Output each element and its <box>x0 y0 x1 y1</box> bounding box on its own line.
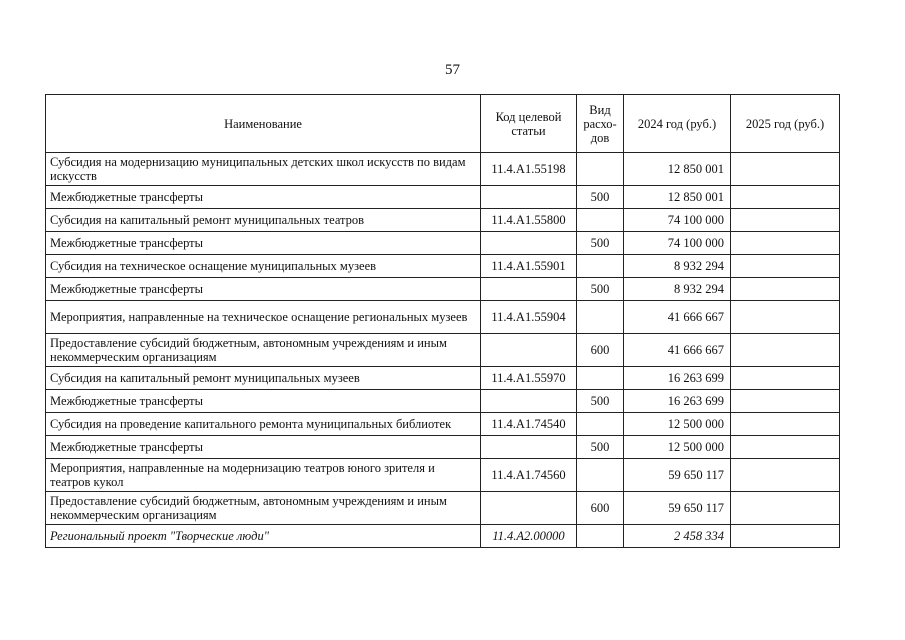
cell-2025 <box>731 334 840 367</box>
cell-name: Межбюджетные трансферты <box>46 186 481 209</box>
cell-code <box>481 232 577 255</box>
cell-code <box>481 186 577 209</box>
budget-table <box>45 94 840 548</box>
cell-name: Субсидия на проведение капитального ремонта муниципальных библиотек <box>46 413 481 436</box>
cell-code: 11.4.А1.55970 <box>481 367 577 390</box>
cell-2025 <box>731 209 840 232</box>
cell-2025 <box>731 436 840 459</box>
cell-code <box>481 436 577 459</box>
cell-type: 500 <box>577 278 624 301</box>
cell-2025 <box>731 186 840 209</box>
cell-type <box>577 209 624 232</box>
table-row <box>46 436 840 459</box>
cell-name: Предоставление субсидий бюджетным, автономным учреждениям и иным некоммерческим организациям <box>46 492 481 525</box>
cell-type <box>577 255 624 278</box>
cell-2025 <box>731 459 840 492</box>
cell-2025 <box>731 525 840 548</box>
cell-type <box>577 301 624 334</box>
cell-type <box>577 153 624 186</box>
cell-name: Субсидия на техническое оснащение муниципальных музеев <box>46 255 481 278</box>
table-row <box>46 334 840 367</box>
cell-type: 500 <box>577 186 624 209</box>
cell-2025 <box>731 255 840 278</box>
cell-name: Предоставление субсидий бюджетным, автономным учреждениям и иным некоммерческим организациям <box>46 334 481 367</box>
table-row <box>46 153 840 186</box>
cell-2024: 74 100 000 <box>624 232 731 255</box>
table-row <box>46 525 840 548</box>
cell-2025 <box>731 278 840 301</box>
cell-code: 11.4.А1.55901 <box>481 255 577 278</box>
cell-2024: 16 263 699 <box>624 367 731 390</box>
cell-type: 600 <box>577 334 624 367</box>
cell-2024: 41 666 667 <box>624 334 731 367</box>
table-row <box>46 413 840 436</box>
cell-2024: 16 263 699 <box>624 390 731 413</box>
cell-2024: 12 850 001 <box>624 153 731 186</box>
header-2024: 2024 год (руб.) <box>624 95 731 153</box>
cell-name: Региональный проект "Творческие люди" <box>46 525 481 548</box>
header-name: Наименование <box>46 95 481 153</box>
cell-type <box>577 459 624 492</box>
table-row <box>46 390 840 413</box>
cell-type: 500 <box>577 436 624 459</box>
cell-name: Межбюджетные трансферты <box>46 278 481 301</box>
cell-2024: 2 458 334 <box>624 525 731 548</box>
header-code: Код целевой статьи <box>481 95 577 153</box>
cell-2024: 8 932 294 <box>624 255 731 278</box>
cell-2025 <box>731 232 840 255</box>
table-row <box>46 255 840 278</box>
cell-code: 11.4.А1.74540 <box>481 413 577 436</box>
cell-2024: 12 850 001 <box>624 186 731 209</box>
table-header-row <box>46 95 840 153</box>
cell-type <box>577 367 624 390</box>
cell-code: 11.4.А1.55198 <box>481 153 577 186</box>
cell-2025 <box>731 301 840 334</box>
cell-2025 <box>731 153 840 186</box>
table-row <box>46 492 840 525</box>
cell-code <box>481 334 577 367</box>
cell-2024: 41 666 667 <box>624 301 731 334</box>
cell-name: Межбюджетные трансферты <box>46 390 481 413</box>
table-row <box>46 459 840 492</box>
cell-2024: 12 500 000 <box>624 413 731 436</box>
cell-2024: 74 100 000 <box>624 209 731 232</box>
cell-type <box>577 525 624 548</box>
cell-name: Межбюджетные трансферты <box>46 436 481 459</box>
page-number: 57 <box>445 62 460 78</box>
cell-type <box>577 413 624 436</box>
header-expense-type: Вид расхо-дов <box>577 95 624 153</box>
cell-2024: 12 500 000 <box>624 436 731 459</box>
cell-type: 600 <box>577 492 624 525</box>
cell-name: Субсидия на капитальный ремонт муниципальных театров <box>46 209 481 232</box>
cell-type: 500 <box>577 232 624 255</box>
cell-code: 11.4.А1.55904 <box>481 301 577 334</box>
cell-code: 11.4.А2.00000 <box>481 525 577 548</box>
cell-2025 <box>731 367 840 390</box>
cell-code <box>481 278 577 301</box>
cell-code <box>481 390 577 413</box>
cell-type: 500 <box>577 390 624 413</box>
cell-name: Мероприятия, направленные на техническое оснащение региональных музеев <box>46 301 481 334</box>
table-row <box>46 209 840 232</box>
table-row <box>46 186 840 209</box>
cell-name: Субсидия на модернизацию муниципальных детских школ искусств по видам искусств <box>46 153 481 186</box>
header-2025: 2025 год (руб.) <box>731 95 840 153</box>
cell-2024: 59 650 117 <box>624 492 731 525</box>
cell-code: 11.4.А1.74560 <box>481 459 577 492</box>
cell-name: Мероприятия, направленные на модернизацию театров юного зрителя и театров кукол <box>46 459 481 492</box>
table-row <box>46 278 840 301</box>
table-row <box>46 367 840 390</box>
cell-2025 <box>731 492 840 525</box>
cell-2024: 59 650 117 <box>624 459 731 492</box>
cell-code: 11.4.А1.55800 <box>481 209 577 232</box>
cell-2024: 8 932 294 <box>624 278 731 301</box>
table-row <box>46 232 840 255</box>
cell-2025 <box>731 413 840 436</box>
table-row <box>46 301 840 334</box>
cell-name: Межбюджетные трансферты <box>46 232 481 255</box>
cell-name: Субсидия на капитальный ремонт муниципальных музеев <box>46 367 481 390</box>
cell-2025 <box>731 390 840 413</box>
cell-code <box>481 492 577 525</box>
